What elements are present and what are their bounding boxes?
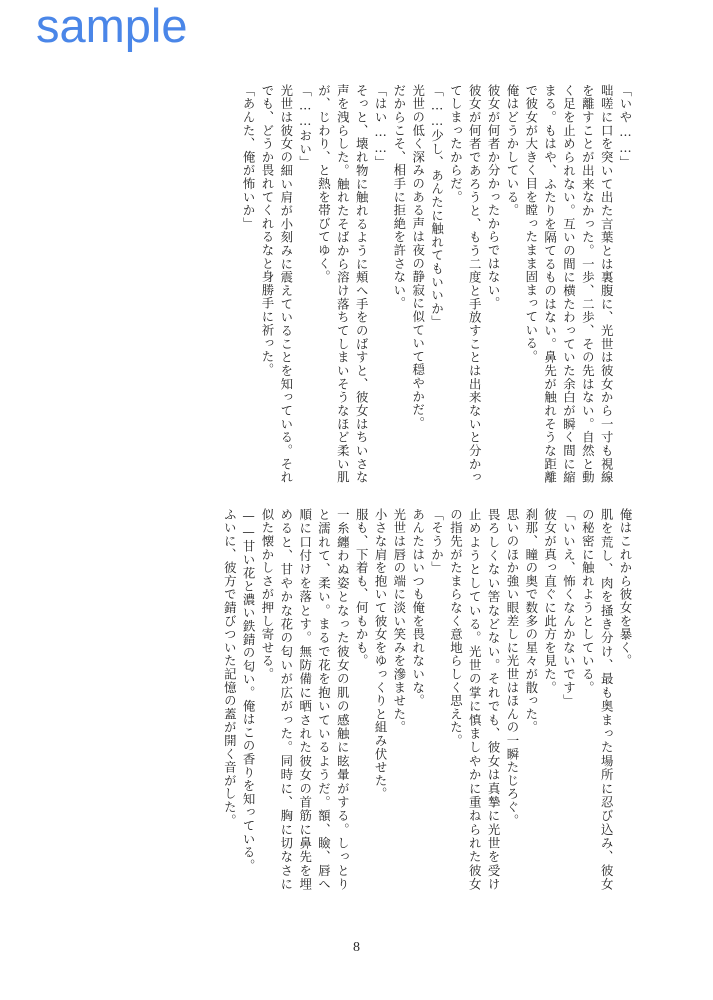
paragraph-group-upper: そっと、壊れ物に触れるように頬へ手をのばすと、彼女はちいさな声を洩らした。触れたそばから溶け落ちてしまいそうなほど柔い肌が、じわり、と熱を帯びてゆく。: [316, 84, 370, 484]
paragraph-group-lower: 「いいえ、怖くなんかないです」: [561, 508, 577, 708]
paragraph-group-upper: 「いや……」: [618, 84, 633, 169]
sample-watermark: sample: [36, 0, 188, 52]
paragraph-group-upper: 彼女が何者か分かったからではない。: [486, 84, 502, 311]
vertical-text-block-lower: [79, 508, 634, 891]
paragraph-group-upper: 俺はどうかしている。: [504, 84, 520, 217]
paragraph-group-upper: 「はい……」: [373, 84, 389, 169]
page-number: 8: [353, 940, 360, 955]
paragraph-group-lower: 小さな肩を抱いて彼女をゆっくりと組み伏せた。: [373, 508, 389, 801]
vertical-text-block-upper: [79, 84, 634, 484]
paragraph-group-lower: 「そうか」: [429, 508, 445, 575]
paragraph-group-lower: ——甘い花と濃い鉄錆の匂い。俺はこの香りを知っている。: [241, 508, 257, 873]
paragraph-group-lower: 彼女が真っ直ぐに此方を見た。: [542, 508, 558, 695]
paragraph-group-lower: 思いのほか強い眼差しに光世はほんの一瞬たじろぐ。: [504, 508, 520, 828]
paragraph-group-upper: 彼女が何者であろうと、もう二度と手放すことは出来ないと分かってしまったからだ。: [448, 84, 483, 484]
paragraph-group-upper: 咄嗟に口を突いて出た言葉とは裏腹に、光世は彼女から一寸も視線を離すことが出来なかった。一歩、二歩、その先はない。自然と動く足を止められない。互いの間に横たわっていた余白が瞬く間に縮まる。もはや、ふたりを隔てるものはない。鼻先が触れそうな距離で彼女が大きく目を瞠ったまま固まっている。: [523, 84, 615, 484]
paragraph-group-lower: 畏ろしくない筈などない。それでも、彼女は真摯に光世を受け止めようとしている。光世の掌に慎ましやかに重ねられた彼女の指先がたまらなく意地らしく思えた。: [448, 508, 502, 891]
paragraph-group-upper: 「……おい」: [297, 84, 313, 169]
paragraph-group-lower: 一糸纏わぬ姿となった彼女の肌の感触に眩暈がする。しっとりと濡れて、柔い。まるで花を抱いているようだ。額、瞼、唇へ順に口付けを落とす。無防備に晒された彼女の首筋に鼻先を埋めると、甘やかな花の匂いが広がった。同時に、胸に切なさに似た懐かしさが押し寄せる。: [259, 508, 351, 891]
paragraph-group-lower: 肌を荒し、肉を掻き分け、最も奥まった場所に忍び込み、彼女の秘密に触れようとしている。: [580, 508, 615, 891]
paragraph-group-upper: だからこそ、相手に拒絶を許さない。: [391, 84, 407, 311]
paragraph-group-lower: 刹那、瞳の奥で数多の星々が散った。: [523, 508, 539, 735]
paragraph-group-lower: ふいに、彼方で錆びついた記憶の蓋が開く音がした。: [222, 508, 238, 828]
paragraph-group-upper: 「……少し、あんたに触れてもいいか」: [429, 84, 445, 329]
paragraph-group-lower: あんたはいつも俺を畏れないな。: [410, 508, 426, 708]
paragraph-group-upper: 光世は彼女の細い肩が小刻みに震えていることを知っている。それでも、どうか畏れてくれるなと身勝手に祈った。: [259, 84, 294, 484]
paragraph-group-upper: 「あんた、俺が怖いか」: [241, 84, 257, 231]
paragraph-group-lower: 光世は唇の端に淡い笑みを滲ませた。: [391, 508, 407, 735]
paragraph-group-upper: 光世の低く深みのある声は夜の静寂に似ていて穏やかだ。: [410, 84, 426, 430]
paragraph-group-lower: 俺はこれから彼女を暴く。: [618, 508, 633, 668]
paragraph-group-lower: 服も、下着も、何もかも。: [354, 508, 370, 668]
